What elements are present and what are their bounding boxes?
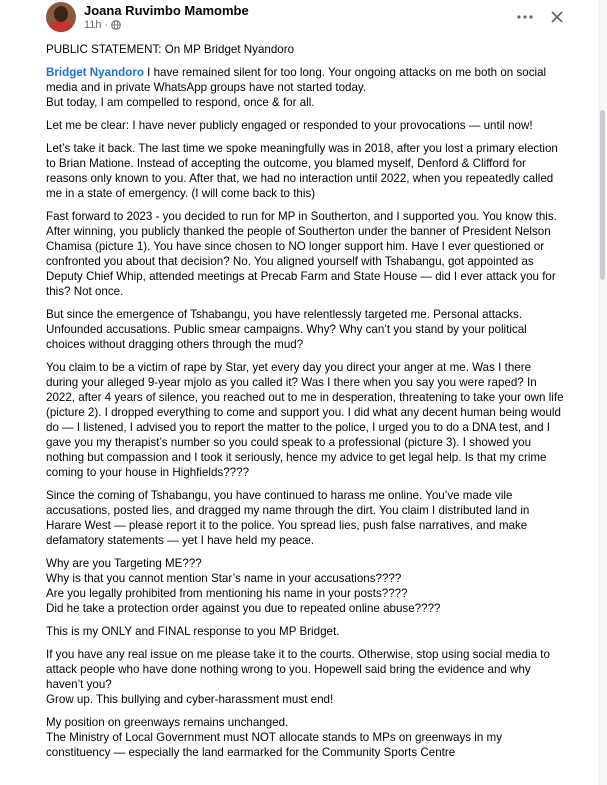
post-paragraph-10: If you have any real issue on me please take it to the courts. Otherwise, stop using social media to attack people who have done nothing wrong to you. Hopewell said bring the evidence and why haven’t you? Grow up. This bullying and cyber-harassment must end!	[46, 648, 550, 706]
post-header	[0, 0, 607, 40]
scrollbar-thumb[interactable]	[600, 110, 605, 280]
avatar[interactable]	[46, 2, 76, 32]
close-icon[interactable]	[546, 6, 568, 28]
post-paragraph-11: My position on greenways remains unchanged. The Ministry of Local Government must NOT allocate stands to MPs on greenways in my constituency — especially the land earmarked for the Community Sports Centre	[46, 716, 502, 759]
post-paragraph-7: Since the coming of Tshabangu, you have continued to harass me online. You’ve made vile accusations, posted lies, and dragged my name through the dirt. You claim I distributed land in Harare West — please report it to the police. You spread lies, push false narratives, and make defamatory statements — yet I have held my peace.	[46, 489, 530, 547]
globe-icon	[111, 20, 121, 30]
post-paragraph-6: You claim to be a victim of rape by Star, yet every day you direct your anger at me. Was I there during your alleged 9-year mjolo as you called it? Was I there when you say you were raped? In 2022, after 4 years of silence, you reached out to me in desperation, threatening to take your own life (picture 2). I dropped everything to come and support you. I did what any decent human being would do — I listened, I advised you to report the matter to the police, I urged you to do a DNA test, and I gave you my therapist’s number so you could speak to a professional (picture 3). I showed you nothing but compassion and I took it seriously, hence my advice to get legal help. Is that my crime coming to your house in Highfields????	[46, 361, 564, 479]
paragraph-1-text: I have remained silent for too long. Your ongoing attacks on me both on social media and in private WhatsApp groups have not started today. But today, I am compelled to respond, once & for all.	[46, 66, 547, 109]
meta-separator: ·	[104, 19, 109, 31]
more-dots-icon	[517, 15, 533, 19]
more-options-icon[interactable]	[514, 6, 536, 28]
post-paragraph-4: Fast forward to 2023 - you decided to run for MP in Southerton, and I supported you. You know this. After winning, you publicly thanked the people of Southerton under the banner of President Nelson Chamisa (picture 1). You have since chosen to NO longer support him. Have I ever questioned or confronted you about that decision? No. You aligned yourself with Tshabangu, got appointed as Deputy Chief Whip, attended meetings at Precab Farm and State House — did I ever attack you for this? Not once.	[46, 210, 557, 298]
post-paragraph-9: This is my ONLY and FINAL response to you MP Bridget.	[46, 625, 340, 638]
post-paragraph-1	[46, 65, 566, 110]
post-title: PUBLIC STATEMENT: On MP Bridget Nyandoro	[46, 43, 295, 56]
post-paragraph-2: Let me be clear: I have never publicly engaged or responded to your provocations — until now!	[46, 119, 533, 132]
post-content	[46, 42, 566, 768]
mention-link[interactable]: Bridget Nyandoro	[46, 66, 144, 79]
post-paragraph-8: Why are you Targeting ME??? Why is that you cannot mention Star’s name in your accusations???? Are you legally prohibited from mentioning his name in your posts???? Did he take a protection order against you due to repeated online abuse????	[46, 557, 441, 615]
post-paragraph-5: But since the emergence of Tshabangu, you have relentlessly targeted me. Personal attacks. Unfounded accusations. Public smear campaigns. Why? Why can’t you stand by your political choices without dragging others through the mud?	[46, 308, 527, 351]
close-x-icon	[551, 11, 563, 23]
post-time[interactable]: 11h	[84, 19, 102, 31]
author-name[interactable]: Joana Ruvimbo Mamombe	[84, 3, 249, 18]
post-paragraph-3: Let’s take it back. The last time we spoke meaningfully was in 2018, after you lost a primary election to Brian Matione. Instead of accepting the outcome, you blamed myself, Denford & Clifford for reasons only known to you. After that, we had no interaction until 2022, when you repeatedly called me in a state of emergency. (I will come back to this)	[46, 142, 558, 200]
avatar-head	[54, 6, 68, 22]
post-meta	[84, 19, 121, 31]
